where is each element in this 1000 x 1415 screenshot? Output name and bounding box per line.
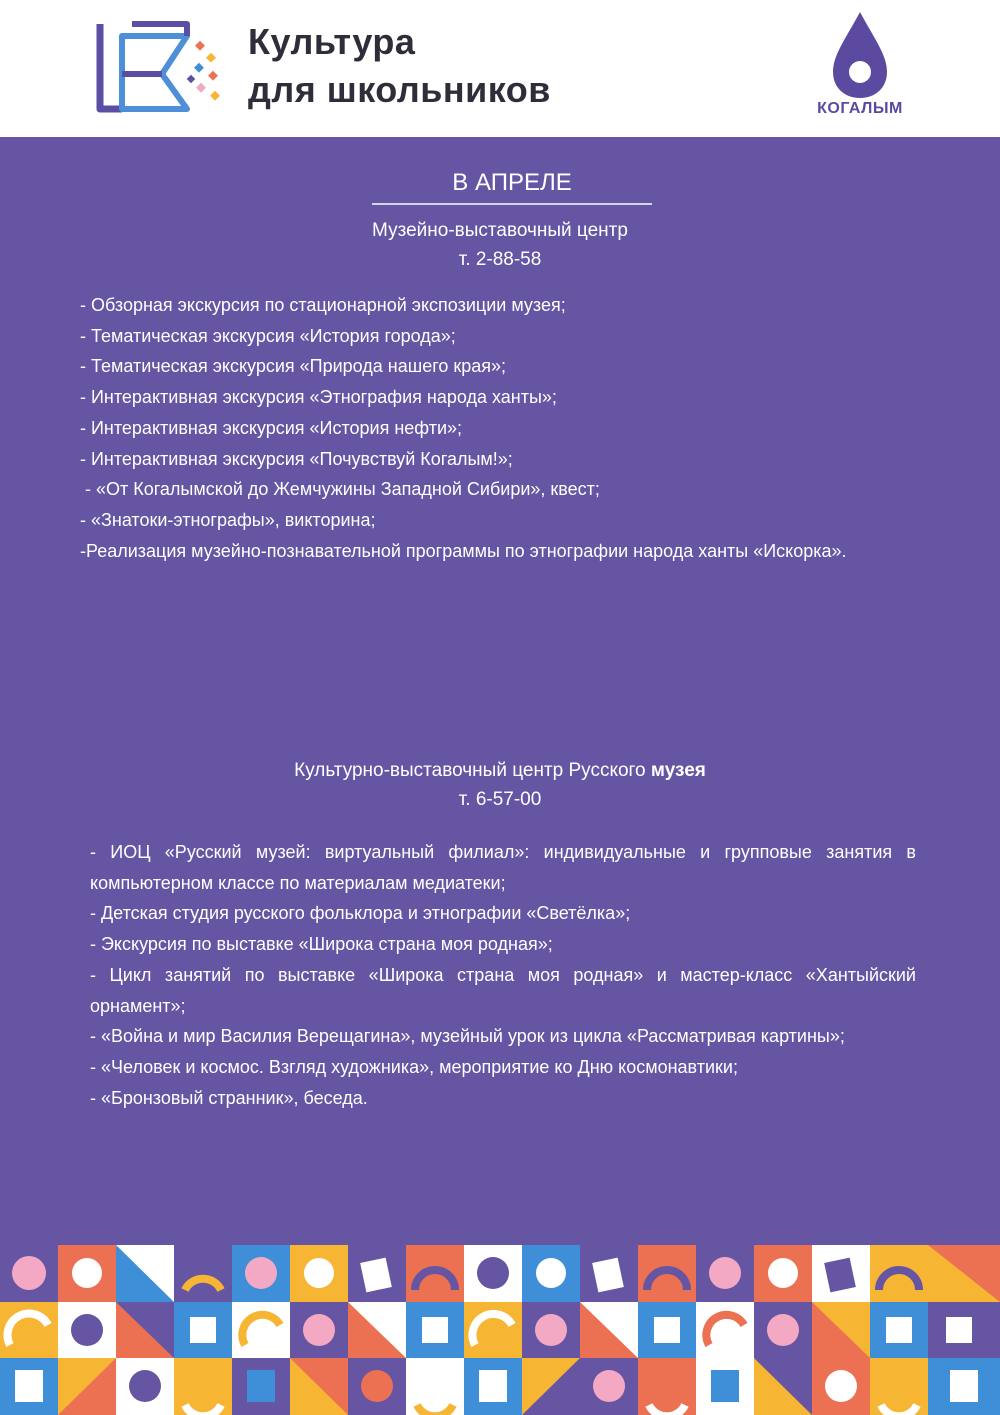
list-item: - Обзорная экскурсия по стационарной экспозиции музея; — [80, 295, 566, 315]
list-item: - Интерактивная экскурсия «Почувствуй Когалым!»; — [80, 448, 513, 469]
list-item: - Интерактивная экскурсия «История нефти»; — [80, 417, 463, 438]
header — [0, 0, 1000, 137]
list-item: - ИОЦ «Русский музей: виртуальный филиал»: индивидуальные и групповые занятия в компьютерном классе по материалам медиатеки; — [90, 842, 916, 893]
section1-title: Музейно-выставочный центр — [372, 220, 628, 241]
pattern-row-1 — [0, 1245, 1000, 1302]
list-item: - Экскурсия по выставке «Широка страна моя родная»; — [90, 934, 553, 955]
culture-logo-icon — [92, 14, 227, 119]
list-item: - «Знатоки-этнографы», викторина; — [80, 509, 376, 530]
list-item: - Тематическая экскурсия «История города»; — [80, 325, 456, 346]
section2-list — [90, 837, 916, 1113]
pattern-row-2 — [0, 1302, 1000, 1358]
list-item: - «От Когалымской до Жемчужины Западной Сибири», квест; — [80, 479, 600, 500]
section1-phone: т. 2-88-58 — [458, 249, 542, 270]
pattern-row-3 — [0, 1358, 1000, 1415]
logo-title-line2: для школьников — [248, 69, 551, 110]
heading-divider — [372, 203, 652, 205]
section1-list — [80, 290, 916, 566]
list-item: -Реализация музейно-познавательной программы по этнографии народа ханты «Искорка». — [80, 540, 847, 561]
list-item: - Детская студия русского фольклора и этнографии «Светёлка»; — [90, 903, 631, 924]
city-name: КОГАЛЫМ — [817, 100, 903, 117]
section2-title — [0, 756, 1000, 785]
section2-title-prefix: Культурно-выставочный центр Русского — [294, 760, 651, 781]
decorative-pattern — [0, 1245, 1000, 1415]
list-item: - «Человек и космос. Взгляд художника», мероприятие ко Дню космонавтики; — [90, 1056, 738, 1077]
page-heading: В АПРЕЛЕ — [452, 169, 572, 196]
main-content — [0, 137, 1000, 1245]
list-item: - Интерактивная экскурсия «Этнография народа ханты»; — [80, 387, 557, 408]
list-item: - «Бронзовый странник», беседа. — [90, 1087, 368, 1108]
list-item: - «Война и мир Василия Верещагина», музейный урок из цикла «Рассматривая картины»; — [90, 1026, 845, 1047]
logo-title — [248, 18, 551, 114]
section2-title-bold: музея — [650, 760, 706, 781]
list-item: - Тематическая экскурсия «Природа нашего края»; — [80, 356, 507, 377]
section2-phone: т. 6-57-00 — [458, 789, 542, 810]
list-item: - Цикл занятий по выставке «Широка страна моя родная» и мастер-класс «Хантыйский орнамент»; — [90, 964, 916, 1016]
logo-title-line1: Культура — [248, 21, 416, 62]
